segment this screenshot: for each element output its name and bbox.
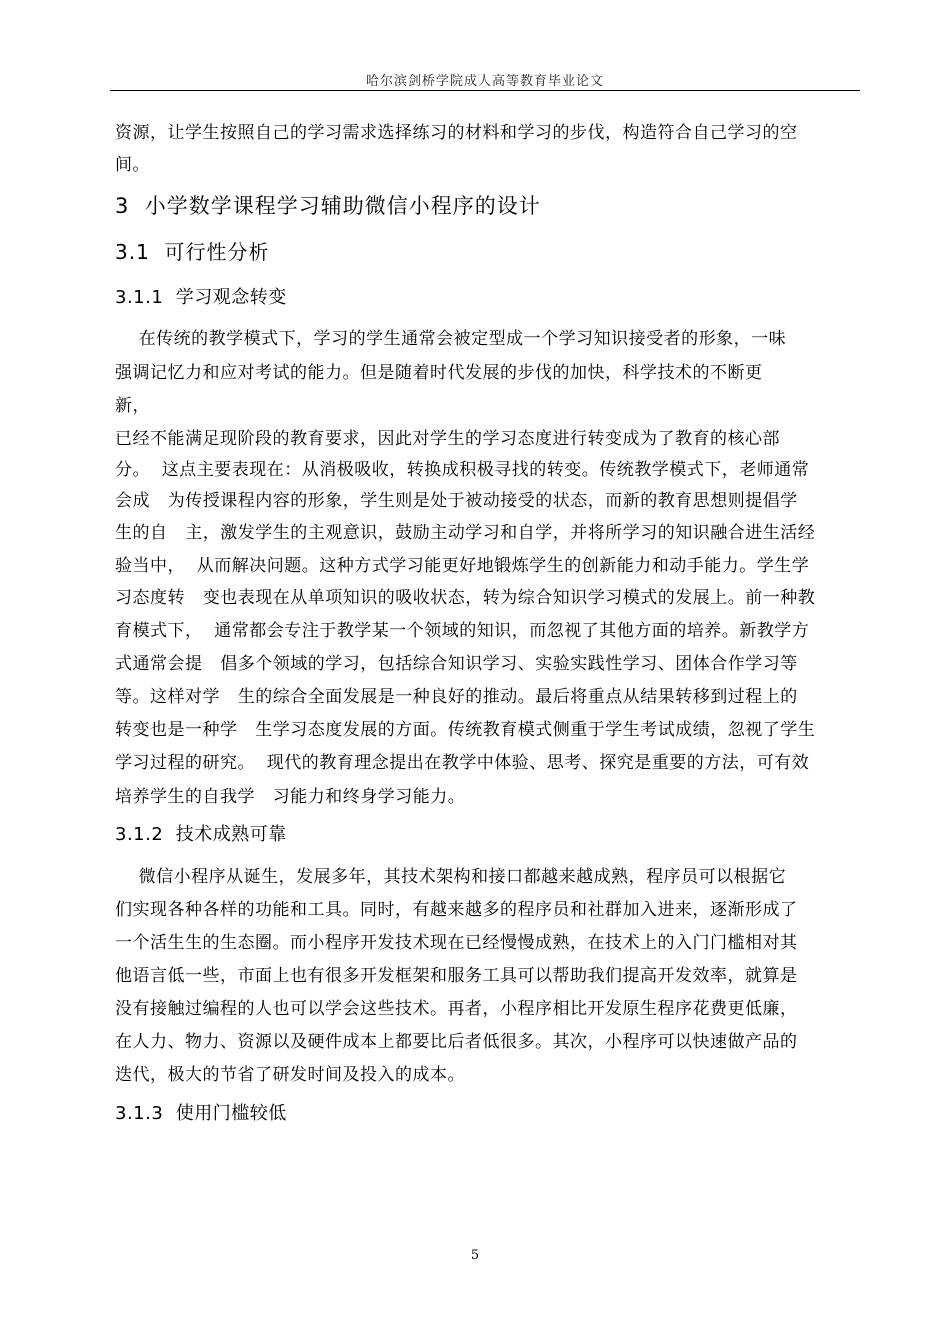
body-text-line: 没有接触过编程的人也可以学会这些技术。再者，小程序相比开发原生程序花费更低廉，: [115, 999, 798, 1019]
body-text-line: 他语言低一些，市面上也有很多开发框架和服务工具可以帮助我们提高开发效率，就算是: [115, 966, 798, 986]
body-text-line: 式通常会提 倡多个领域的学习，包括综合知识学习、实验实践性学习、团体合作学习等: [115, 654, 798, 674]
body-text-line: 资源，让学生按照自己的学习需求选择练习的材料和学习的步伐，构造符合自己学习的空: [115, 123, 798, 143]
body-text-line: 们实现各种各样的功能和工具。同时，有越来越多的程序员和社群加入进来，逐渐形成了: [115, 900, 798, 920]
body-text-line: 强调记忆力和应对考试的能力。但是随着时代发展的步伐的加快，科学技术的不断更: [115, 363, 763, 383]
header-divider: [110, 90, 860, 91]
body-text-line: 生的自 主，激发学生的主观意识，鼓励主动学习和自学，并将所学习的知识融合进生活经: [115, 523, 816, 543]
body-text-line: 新，: [115, 396, 150, 416]
chapter-heading: 3 小学数学课程学习辅助微信小程序的设计: [115, 194, 541, 218]
subsection-heading: 3.1.2 技术成熟可靠: [115, 824, 287, 845]
subsection-heading: 3.1.1 学习观念转变: [115, 287, 287, 308]
body-text-line: 学习过程的研究。 现代的教育理念提出在教学中体验、思考、探究是重要的方法，可有效: [115, 753, 810, 773]
body-text-line: 育模式下， 通常都会专注于教学某一个领域的知识，而忽视了其他方面的培养。新教学方: [115, 621, 810, 641]
body-text-line: 验当中， 从而解决问题。这种方式学习能更好地锻炼学生的创新能力和动手能力。学生学: [115, 556, 810, 576]
section-heading: 3.1 可行性分析: [115, 240, 270, 264]
body-text-line: 等。这样对学 生的综合全面发展是一种良好的推动。最后将重点从结果转移到过程上的: [115, 687, 798, 707]
body-text-line: 习态度转 变也表现在从单项知识的吸收状态，转为综合知识学习模式的发展上。前一种教: [115, 588, 816, 608]
body-text-line: 间。: [115, 155, 150, 175]
page-number: 5: [470, 1248, 480, 1263]
body-text-line: 会成 为传授课程内容的形象，学生则是处于被动接受的状态，而新的教育思想则提倡学: [115, 491, 798, 511]
body-text-line: 分。 这点主要表现在：从消极吸收，转换成积极寻找的转变。传统教学模式下，老师通常: [115, 460, 810, 480]
body-text-line: 微信小程序从诞生，发展多年，其技术架构和接口都越来越成熟，程序员可以根据它: [115, 867, 787, 887]
body-text-line: 转变也是一种学 生学习态度发展的方面。传统教育模式侧重于学生考试成绩，忽视了学生: [115, 720, 816, 740]
running-header: 哈尔滨剑桥学院成人高等教育毕业论文: [365, 74, 604, 89]
body-text-line: 迭代，极大的节省了研发时间及投入的成本。: [115, 1065, 465, 1085]
body-text-line: 在人力、物力、资源以及硬件成本上都要比后者低很多。其次，小程序可以快速做产品的: [115, 1032, 798, 1052]
subsection-heading: 3.1.3 使用门槛较低: [115, 1103, 287, 1124]
body-text-line: 在传统的教学模式下，学习的学生通常会被定型成一个学习知识接受者的形象，一味: [115, 329, 787, 349]
body-text-line: 培养学生的自我学 习能力和终身学习能力。: [115, 787, 466, 807]
body-text-line: 已经不能满足现阶段的教育要求，因此对学生的学习态度进行转变成为了教育的核心部: [115, 429, 780, 449]
body-text-line: 一个活生生的生态圈。而小程序开发技术现在已经慢慢成熟，在技术上的入门门槛相对其: [115, 933, 798, 953]
